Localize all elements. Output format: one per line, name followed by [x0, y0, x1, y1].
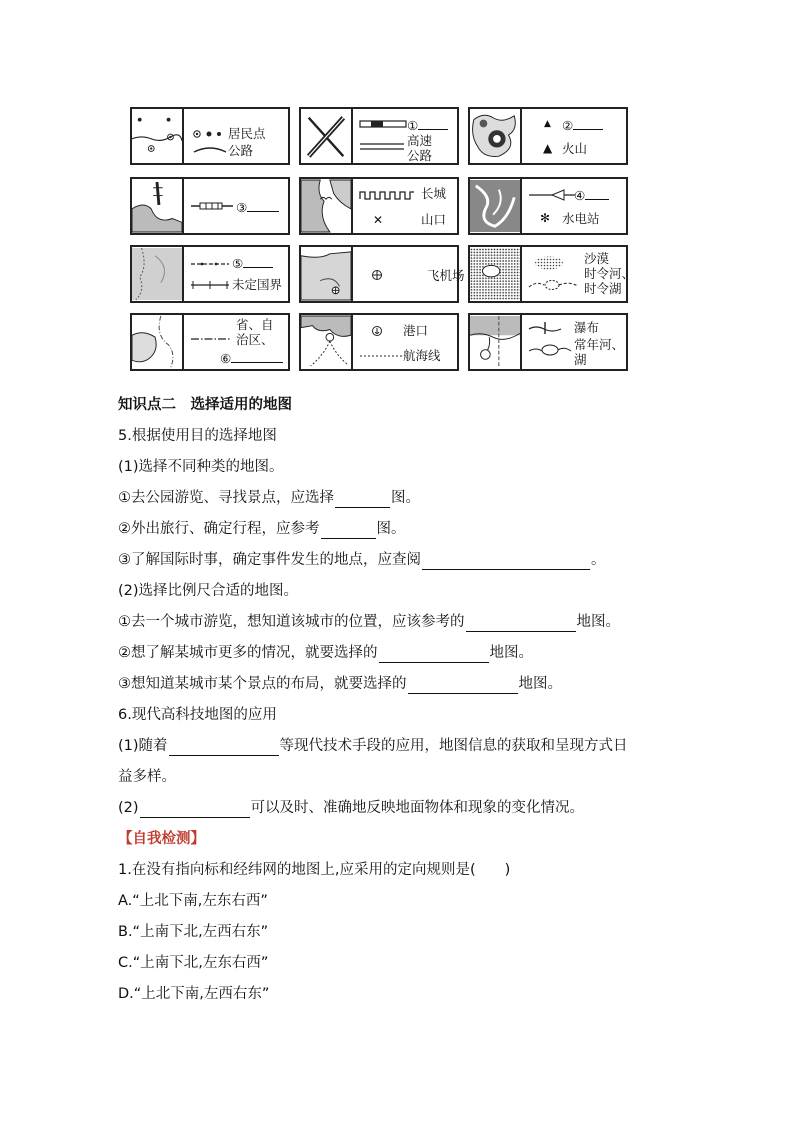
map-legend-grid: [130, 107, 635, 375]
answer-blank[interactable]: [140, 802, 250, 818]
question-5-2: (2)选择比例尺合适的地图。: [118, 583, 299, 599]
answer-blank[interactable]: [408, 678, 518, 694]
self-check-heading: 【自我检测】: [118, 831, 205, 847]
map-thumbnail: [132, 179, 184, 233]
legend-label: 居民点: [228, 126, 266, 141]
legend-cell-waterfall-river: [468, 313, 628, 371]
map-thumbnail: [132, 109, 184, 163]
map-thumbnail: [301, 247, 353, 301]
option-d[interactable]: D.“上北下南,左西右东”: [118, 986, 270, 1002]
legend-blank-3: ③: [236, 199, 279, 215]
legend-label: 火山: [562, 141, 588, 156]
map-thumbnail: [132, 315, 184, 369]
legend-label: 沙漠: [584, 251, 610, 266]
legend-cell-great-wall-pass: [299, 177, 459, 235]
question-6-title: 6.现代高科技地图的应用: [118, 707, 277, 723]
legend-label: 长城: [421, 186, 447, 201]
question-5-1a: ①去公园游览、寻找景点，应选择 图。: [118, 490, 420, 506]
legend-cell-desert-seasonal: [468, 245, 635, 303]
question-5-2c: ③想知道某城市某个景点的布局，就要选择的 地图。: [118, 676, 562, 692]
map-thumbnail: [470, 109, 522, 163]
map-thumbnail: [470, 315, 522, 369]
legend-label: 水电站: [562, 211, 600, 226]
legend-cell-railway-expressway: [299, 107, 459, 165]
legend-label: 瀑布: [574, 320, 600, 335]
answer-blank[interactable]: [466, 616, 576, 632]
legend-label: 治区、: [236, 332, 274, 347]
legend-cell-blank-3: [130, 177, 290, 235]
legend-label: 湖: [574, 352, 587, 367]
hydropower-icon: ✻: [540, 211, 551, 225]
legend-label: 高速: [407, 133, 433, 148]
legend-cell-blank-5: [130, 245, 290, 303]
question-5-1c: ③了解国际时事，确定事件发生的地点，应查阅 。: [118, 552, 606, 568]
question-5-1: (1)选择不同种类的地图。: [118, 459, 284, 475]
legend-blank-2: ②: [562, 117, 603, 133]
question-6-2: (2) 可以及时、准确地反映地面物体和现象的变化情况。: [118, 800, 585, 816]
question-5-1b: ②外出旅行、确定行程，应参考 图。: [118, 521, 406, 537]
legend-label: 港口: [403, 323, 429, 338]
answer-blank[interactable]: [379, 647, 489, 663]
legend-label: 时令湖: [584, 281, 622, 296]
legend-blank-1: ①: [407, 117, 448, 133]
option-c[interactable]: C.“上南下北,左东右西”: [118, 955, 269, 971]
section-heading-kp2: 知识点二 选择适用的地图: [118, 397, 292, 413]
legend-blank-5: ⑤: [232, 255, 273, 271]
answer-blank[interactable]: [321, 523, 376, 539]
question-5-2b: ②想了解某城市更多的情况，就要选择的 地图。: [118, 645, 533, 661]
map-thumbnail: [132, 247, 184, 301]
legend-label: 省、自: [236, 317, 274, 332]
legend-cell-blank-6: [130, 313, 290, 371]
legend-cell-mountain-volcano: [468, 107, 628, 165]
question-6-1: (1)随着 等现代技术手段的应用，地图信息的获取和呈现方式日: [118, 738, 628, 754]
legend-label: 公路: [228, 143, 254, 158]
legend-label: 常年河、: [574, 337, 625, 352]
legend-cell-blank-4: [468, 177, 628, 235]
legend-cell-settlement-road: [130, 107, 290, 165]
legend-cell-airport: [299, 245, 465, 303]
mountain-pass-icon: ✕: [373, 213, 384, 227]
legend-cell-port-route: [299, 313, 459, 371]
question-5-title: 5.根据使用目的选择地图: [118, 428, 277, 444]
legend-label: 未定国界: [232, 277, 283, 292]
map-thumbnail: [470, 247, 522, 301]
question-6-1-cont: 益多样。: [118, 769, 176, 785]
legend-label: 山口: [421, 212, 447, 227]
map-thumbnail: [470, 179, 522, 233]
map-thumbnail: [301, 179, 353, 233]
option-a[interactable]: A.“上北下南,左东右西”: [118, 893, 268, 909]
peak-icon: ▲: [544, 119, 551, 129]
legend-label: 航海线: [403, 348, 441, 363]
legend-blank-4: ④: [574, 187, 609, 203]
option-b[interactable]: B.“上南下北,左西右东”: [118, 924, 269, 940]
answer-blank[interactable]: [335, 492, 390, 508]
question-5-2a: ①去一个城市游览，想知道该城市的位置，应该参考的 地图。: [118, 614, 620, 630]
answer-blank[interactable]: [169, 740, 279, 756]
legend-label: 飞机场: [427, 268, 465, 283]
question-1: 1.在没有指向标和经纬网的地图上,应采用的定向规则是( ): [118, 862, 511, 878]
map-thumbnail: [301, 109, 353, 163]
answer-blank[interactable]: [422, 554, 590, 570]
legend-blank-6: ⑥: [220, 350, 283, 366]
map-thumbnail: [301, 315, 353, 369]
legend-label: 公路: [407, 148, 433, 163]
legend-label: 时令河、: [584, 266, 635, 281]
volcano-icon: ▲: [543, 141, 553, 155]
